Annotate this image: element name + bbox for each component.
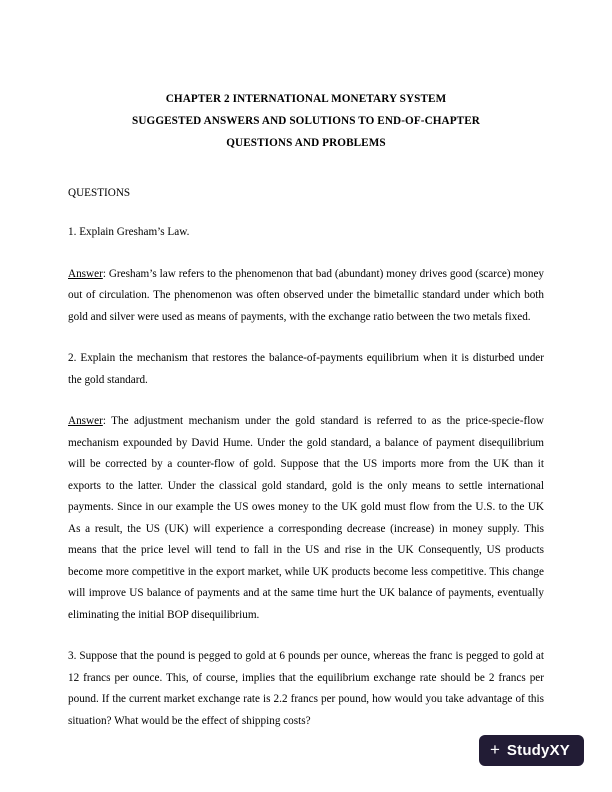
- answer-text-2: [68, 411, 544, 626]
- qa-item-2: [68, 348, 544, 626]
- question-text-3: 3. Suppose that the pound is pegged to gold at 6 pounds per ounce, whereas the franc is pegged to gold at 12 francs per ounce. This, of course, implies that the equilibrium exchange rate should be 2 francs per pound. If the current market exchange rate is 2.2 francs per pound, how would you take advantage of this situation? What would be the effect of shipping costs?: [68, 650, 544, 727]
- answer-text-1: [68, 264, 544, 329]
- question-text-1: 1. Explain Gresham’s Law.: [68, 226, 190, 238]
- qa-item-1: [68, 222, 544, 328]
- section-heading-questions: QUESTIONS: [68, 187, 131, 199]
- studyxy-watermark[interactable]: [479, 735, 584, 766]
- qa-item-3: [68, 646, 544, 732]
- document-title-line-1: CHAPTER 2 INTERNATIONAL MONETARY SYSTEM: [165, 93, 447, 105]
- question-text-2: 2. Explain the mechanism that restores the balance-of-payments equilibrium when it is disturbed under the gold standard.: [68, 352, 544, 386]
- answer-label-1: Answer: [68, 267, 103, 280]
- plus-icon: +: [489, 740, 500, 759]
- document-title: [68, 88, 544, 154]
- answer-body-1: : Gresham’s law refers to the phenomenon that bad (abundant) money drives good (scarce) money out of circulation. The phenomenon was often observed under the bimetallic standard under which both gold and silver were used as means of payments, with the exchange ratio between the two metals fixed.: [68, 267, 544, 323]
- document-title-line-3: QUESTIONS AND PROBLEMS: [226, 137, 386, 149]
- watermark-brand-label: StudyXY: [506, 742, 570, 759]
- answer-body-2: : The adjustment mechanism under the gold standard is referred to as the price-specie-flow mechanism expounded by David Hume. Under the gold standard, a balance of payment disequilibrium will be corrected by a counter-flow of gold. Suppose that the US imports more from the UK than it exports to the latter. Under the classical gold standard, gold is the only means to settle international payments. Since in our example the US owes money to the UK gold must flow from the U.S. to the UK As a result, the US (UK) will experience a corresponding decrease (increase) in money supply. This means that the price level will tend to fall in the US and rise in the UK Consequently, US products become more competitive in the export market, while UK products become less competitive. This change will improve US balance of payments and at the same time hurt the UK balance of payments, eventually eliminating the initial BOP disequilibrium.: [68, 415, 544, 621]
- document-title-line-2: SUGGESTED ANSWERS AND SOLUTIONS TO END-OF-CHAPTER: [132, 115, 480, 127]
- answer-label-2: Answer: [68, 415, 103, 427]
